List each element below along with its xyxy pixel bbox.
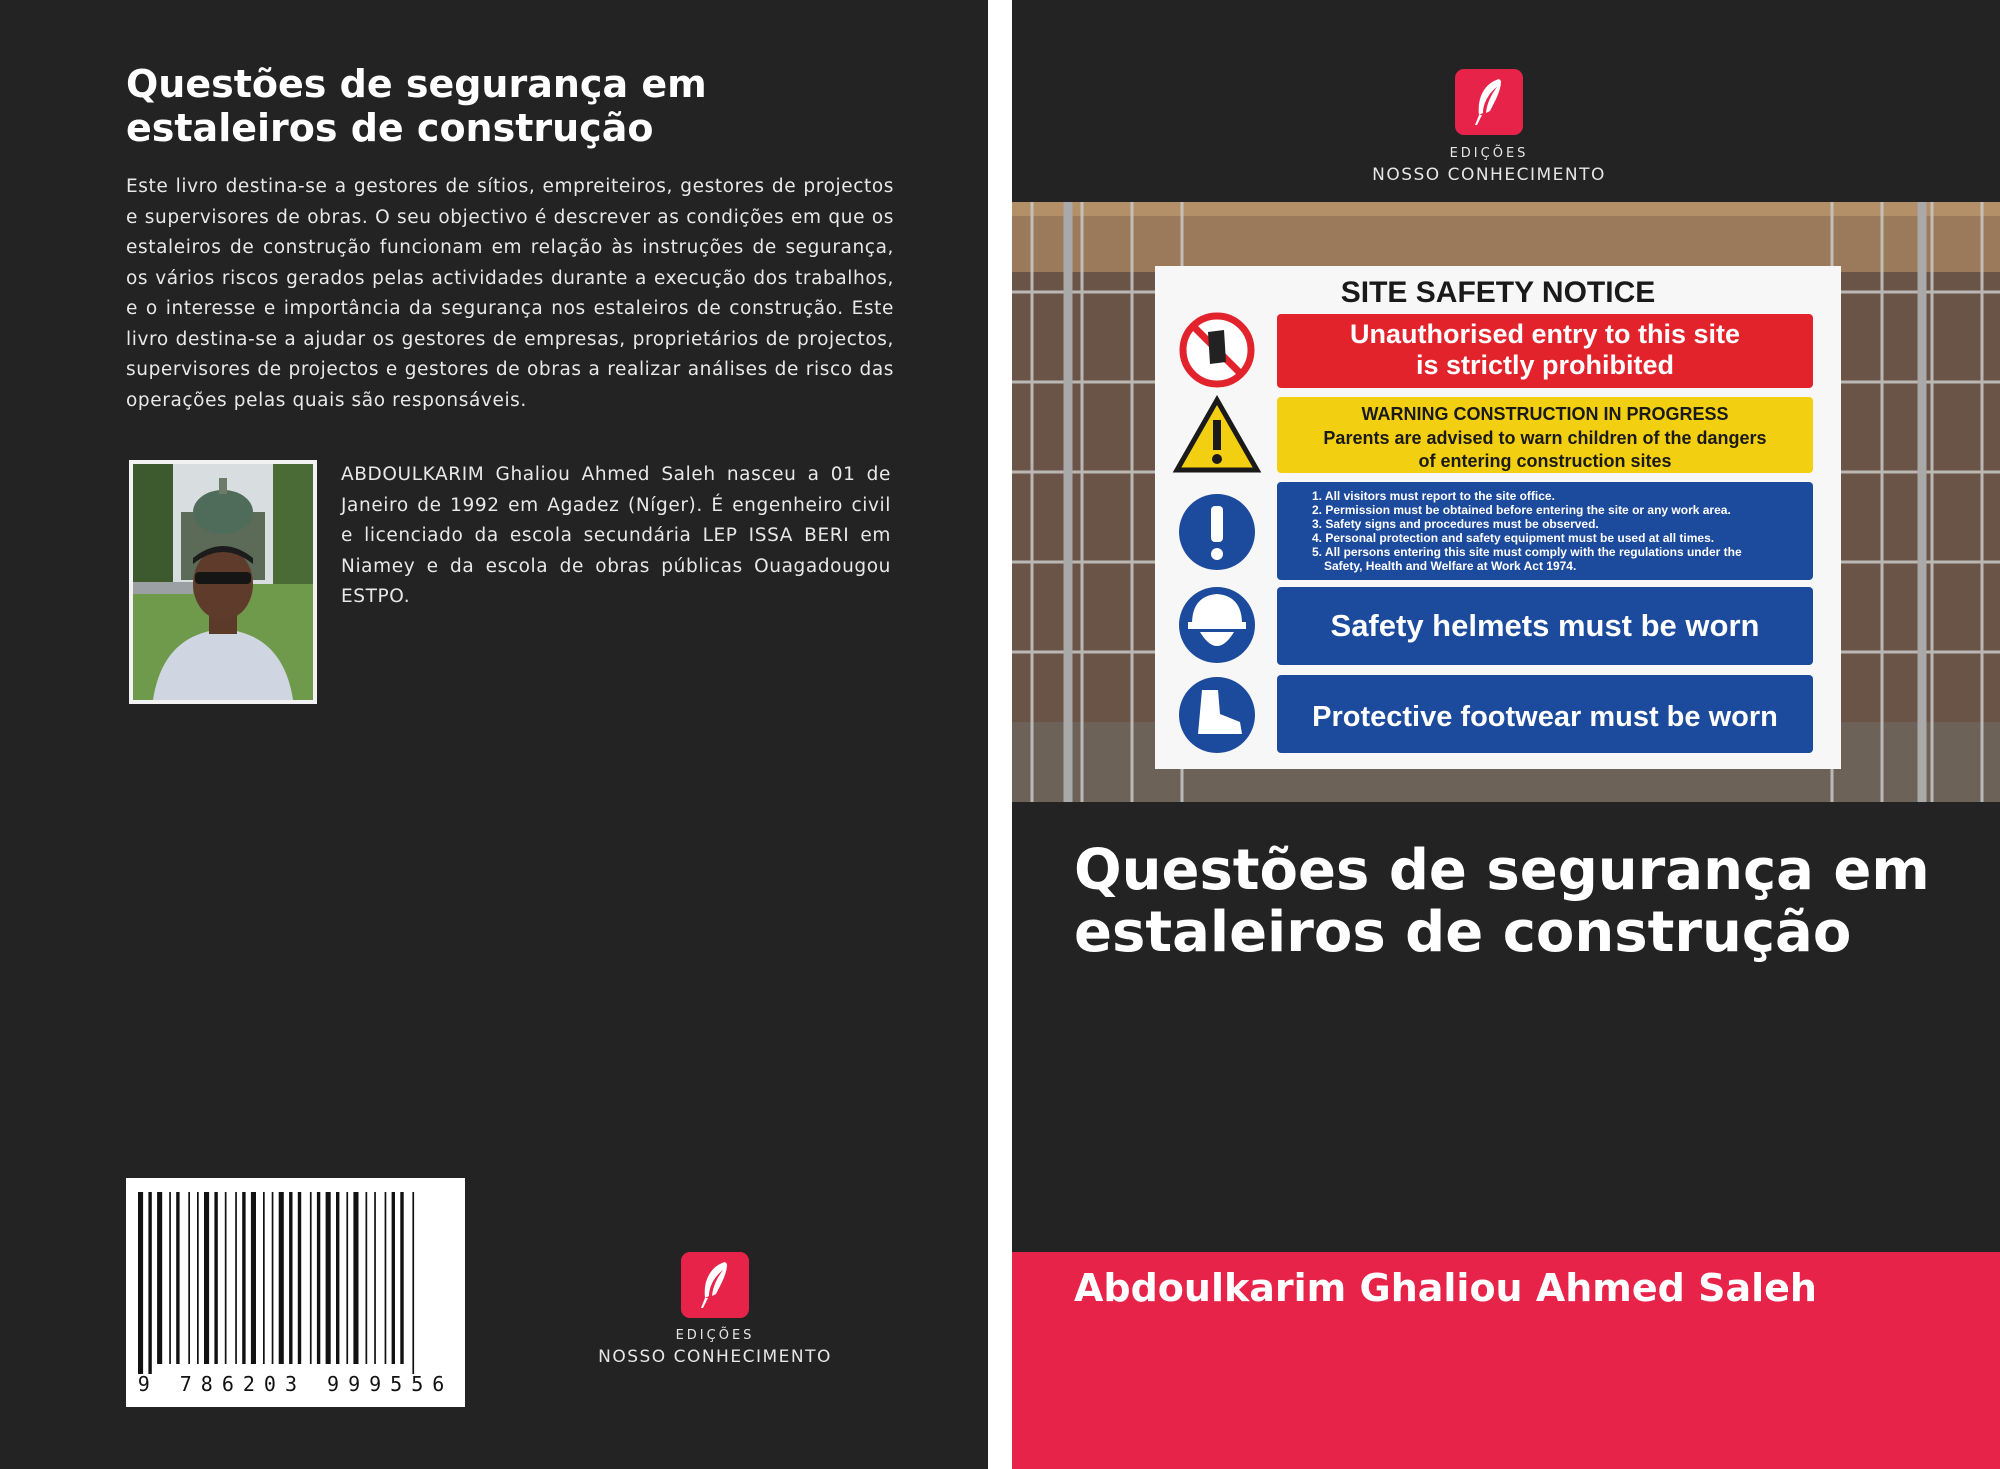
barcode-bar [289,1192,292,1364]
barcode-bar [392,1192,395,1364]
sign-helmets: Safety helmets must be worn [1330,608,1760,643]
sign-yellow-line2: Parents are advised to warn children of the dangers [1323,428,1767,448]
barcode-bar [385,1192,387,1364]
sign-rule-1: 1. All visitors must report to the site office. [1312,489,1555,503]
barcode-bar [353,1192,358,1364]
quill-icon [1455,69,1523,135]
barcode-bar [298,1192,301,1364]
barcode-bar [366,1192,368,1364]
front-cover-author: Abdoulkarim Ghaliou Ahmed Saleh [1074,1266,1817,1310]
author-bio: ABDOULKARIM Ghaliou Ahmed Saleh nasceu a 01 de Janeiro de 1992 em Agadez (Níger). É engenheiro civil e licenciado da escola secundária LEP ISSA BERI em Niamey e da escola de obras públicas Ouagadougou ESTPO. [341,464,891,607]
publisher-line1: EDIÇÕES [675,1328,755,1343]
barcode-bar [251,1192,256,1364]
barcode-bar [242,1192,245,1364]
barcode-bar [400,1192,403,1364]
quill-icon [681,1252,749,1318]
barcode-bar [346,1192,348,1364]
barcode-bar [197,1192,199,1364]
back-cover [0,0,988,1469]
front-cover [1012,0,2000,1469]
spine [988,0,1012,1469]
publisher-line2-front: NOSSO CONHECIMENTO [1372,165,1606,185]
author-band [1012,1252,2000,1469]
sign-rule-4: 4. Personal protection and safety equipment must be used at all times. [1312,531,1715,545]
sign-yellow-line1: WARNING CONSTRUCTION IN PROGRESS [1361,404,1729,424]
front-cover-title: Questões de segurança em estaleiros de construção [1074,838,1930,965]
barcode-bar [374,1192,376,1364]
barcode-bar [326,1192,331,1364]
barcode-bar [272,1192,274,1364]
sign-rule-3: 3. Safety signs and procedures must be observed. [1312,517,1599,531]
sign-yellow-line3: of entering construction sites [1418,451,1672,471]
barcode-bar [148,1192,151,1374]
barcode-bar [204,1192,209,1364]
isbn-digits: 9 786203 999556 [137,1372,454,1396]
back-cover-blurb: Este livro destina-se a gestores de sítios, empreiteiros, gestores de projectos e supervisores de obras. O seu objectivo é descrever as condições em que os estaleiros de construção funcionam em relação às instruções de segurança, os vários riscos gerados pelas actividades durante a execução dos trabalhos, e o interesse e importância da segurança nos estaleiros de construção. Este livro destina-se a ajudar os gestores de empresas, proprietários de projectos, supervisores de projectos e gestores de obras a realizar análises de risco das operações pelas quais são responsáveis. [126,176,894,411]
author-photo [129,460,317,704]
barcode-bar [138,1192,143,1374]
barcode-bar [310,1192,312,1364]
sign-heading: SITE SAFETY NOTICE [1340,276,1656,309]
isbn-barcode [126,1178,465,1407]
barcode-bar [412,1192,414,1374]
sign-rule-6: Safety, Health and Welfare at Work Act 1974. [1324,559,1577,573]
sign-rule-5: 5. All persons entering this site must comply with the regulations under the [1312,545,1742,559]
barcode-bar [214,1192,217,1364]
barcode-bar [188,1192,190,1364]
barcode-bar [317,1192,320,1364]
barcode-bar [279,1192,284,1364]
barcode-bar [169,1192,171,1364]
barcode-bar [225,1192,227,1364]
barcode-bar [157,1192,162,1364]
publisher-line1-front: EDIÇÕES [1449,146,1529,161]
cover-photo [1012,202,2000,802]
barcode-bar [235,1192,237,1364]
barcode-bar [336,1192,339,1364]
sign-red-line2: is strictly prohibited [1415,350,1675,380]
publisher-logo-front [1455,69,1523,135]
sign-red-line1: Unauthorised entry to this site [1349,319,1741,349]
back-cover-title: Questões de segurança em estaleiros de construção [126,62,707,150]
publisher-logo [681,1252,749,1318]
barcode-bar [263,1192,265,1364]
sign-footwear: Protective footwear must be worn [1312,701,1778,733]
barcode-bar [176,1192,179,1364]
sign-rule-2: 2. Permission must be obtained before entering the site or any work area. [1312,503,1731,517]
publisher-line2: NOSSO CONHECIMENTO [598,1347,832,1367]
